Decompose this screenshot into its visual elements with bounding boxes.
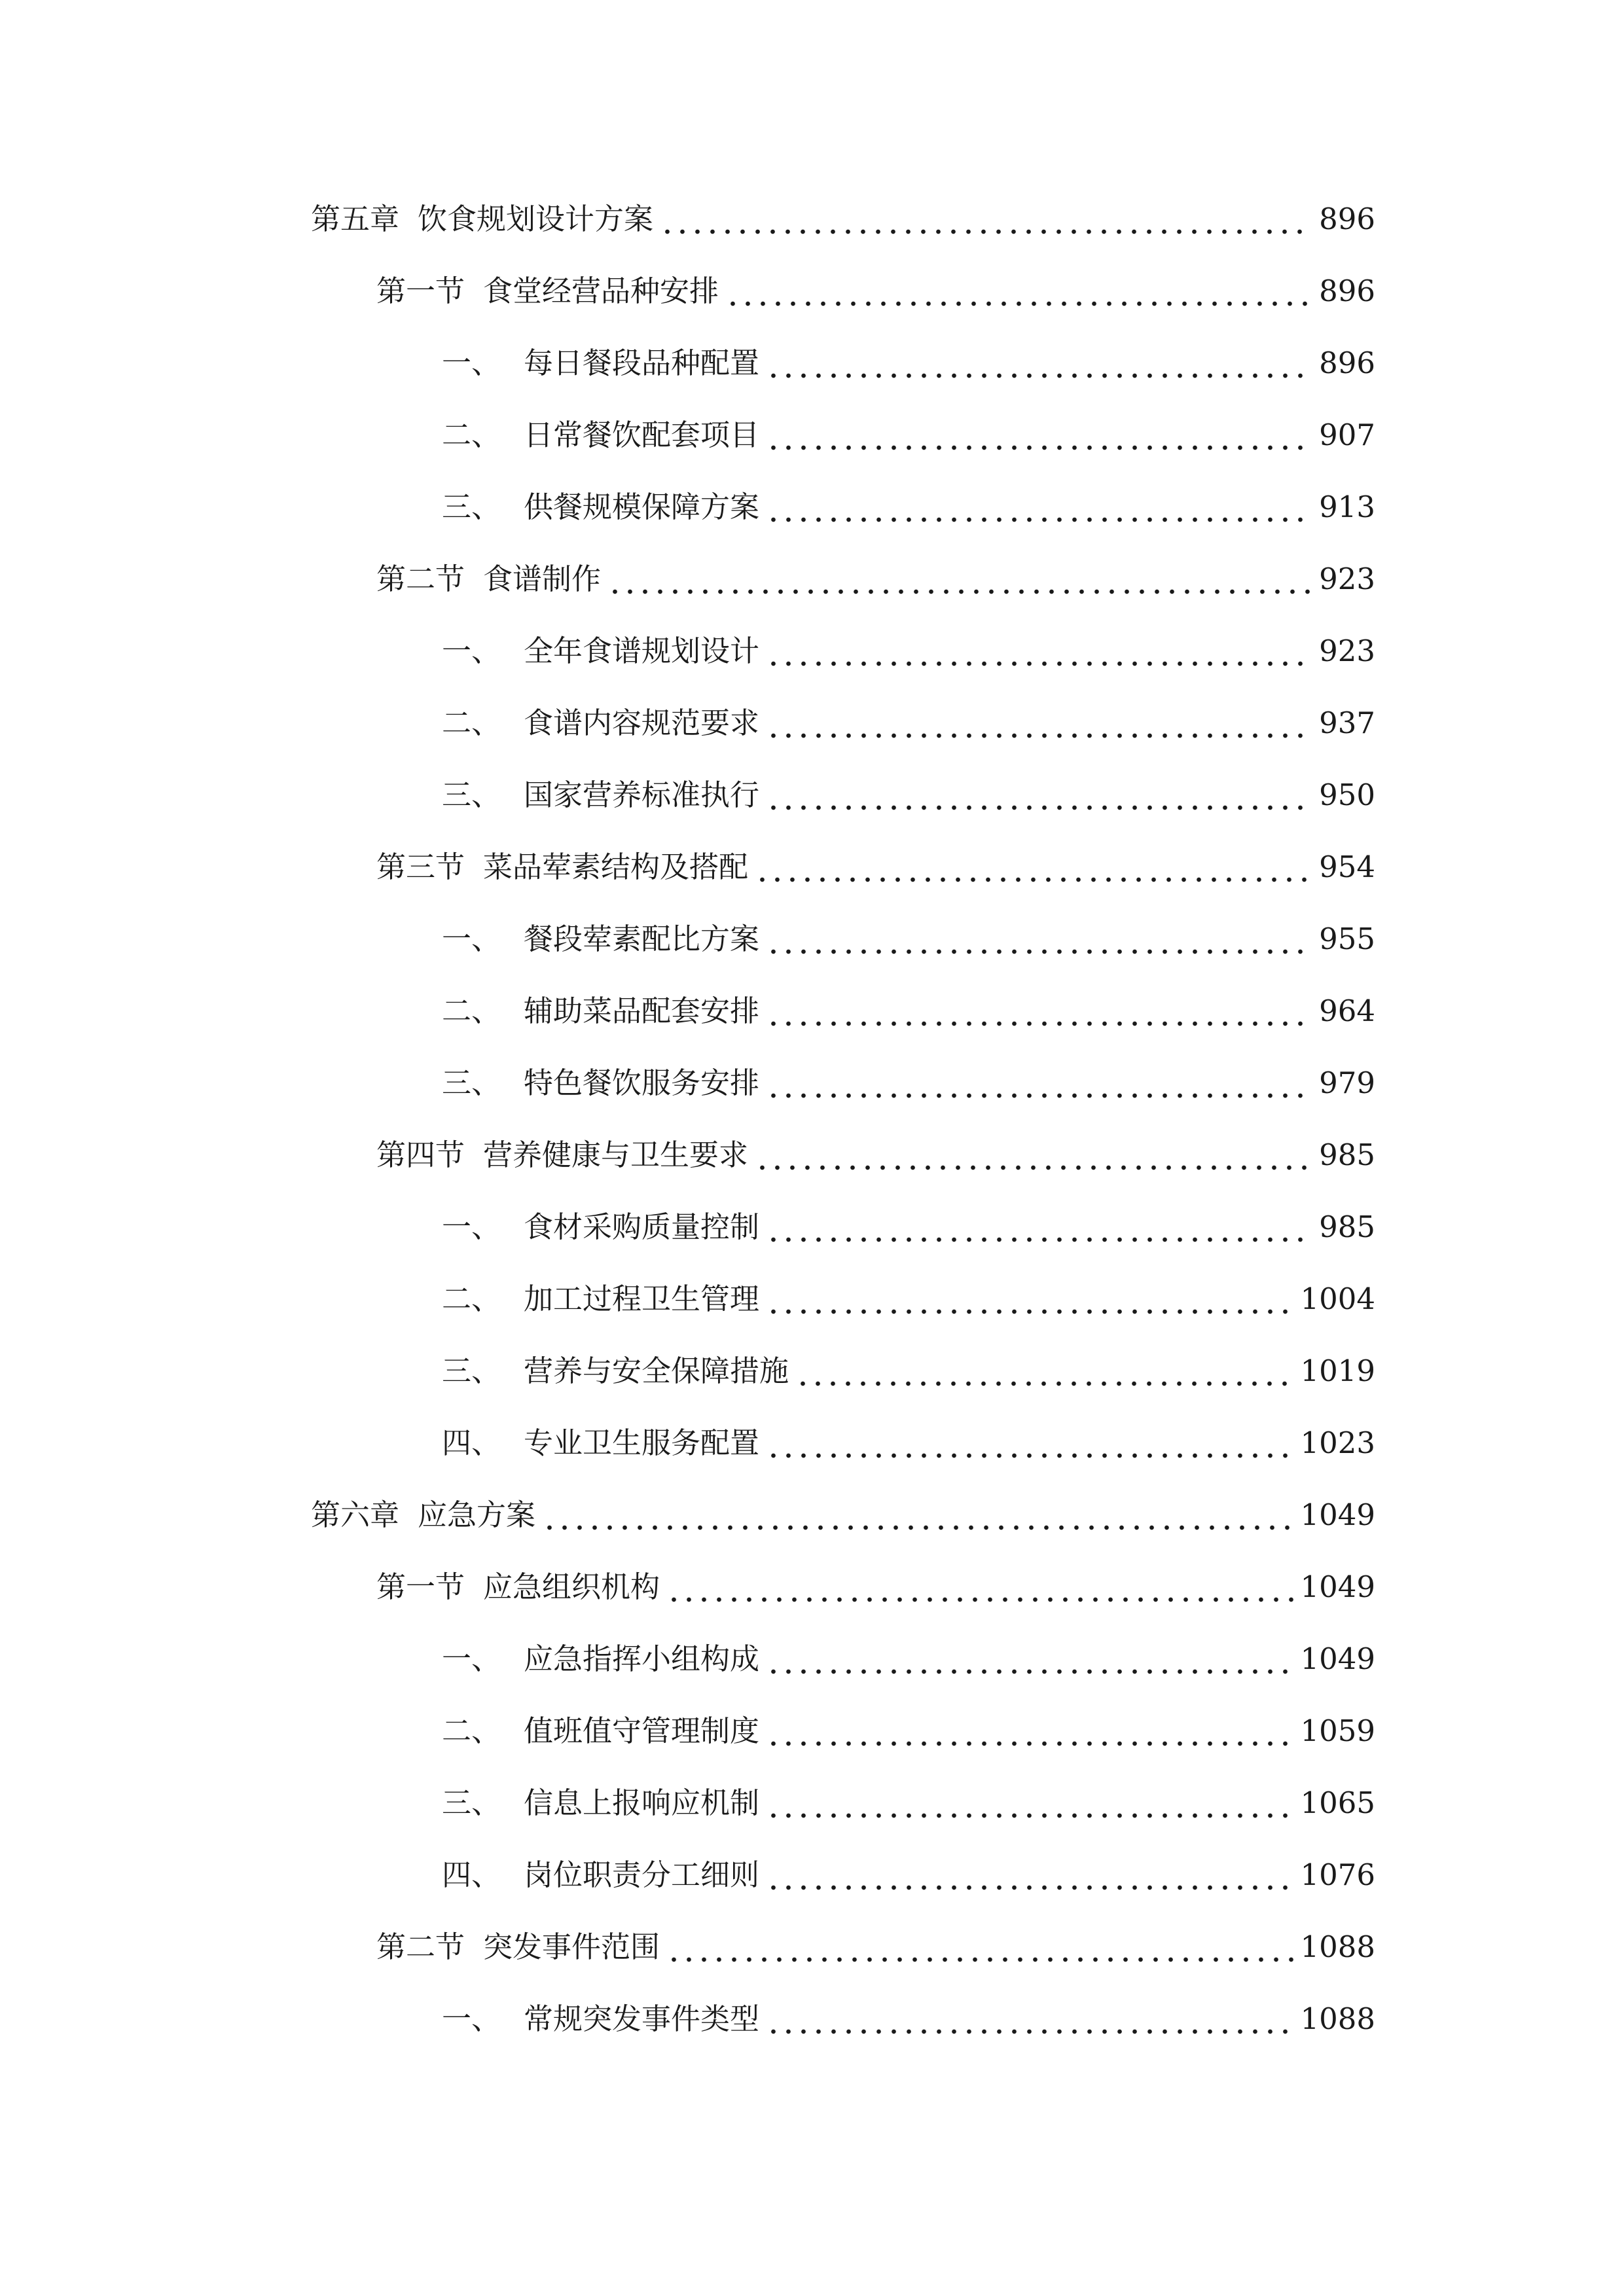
toc-title: 食材采购质量控制 [524,1210,760,1244]
toc-marker: 二、 [442,1282,501,1316]
dot-leader [766,1633,1293,1685]
toc-title: 信息上报响应机制 [524,1785,760,1820]
toc-title: 饮食规划设计方案 [418,202,654,236]
toc-page-number: 1065 [1300,1785,1375,1820]
toc-marker: 第二节 [376,1929,465,1964]
toc-page-number: 937 [1319,706,1375,740]
toc-entry-item[interactable] [442,697,1375,749]
toc-marker: 三、 [442,1066,501,1100]
dot-leader [607,553,1312,605]
toc-title: 日常餐饮配套项目 [524,418,760,452]
dot-leader [766,985,1312,1037]
toc-title: 国家营养标准执行 [524,778,760,812]
dot-leader [660,193,1312,245]
toc-entry-chapter[interactable] [311,193,1375,245]
toc-page-number: 979 [1319,1066,1375,1100]
toc-entry-item[interactable] [442,1345,1375,1397]
toc-marker: 三、 [442,1785,501,1820]
toc-page-number: 1049 [1300,1641,1375,1676]
toc-page-number: 1004 [1300,1282,1375,1316]
toc-title: 食谱内容规范要求 [524,706,760,740]
dot-leader [766,697,1312,749]
toc-page-number: 896 [1319,346,1375,380]
toc-title: 供餐规模保障方案 [524,490,760,524]
dot-leader [766,1201,1312,1253]
toc-title: 加工过程卫生管理 [524,1282,760,1316]
toc-page-number: 896 [1319,202,1375,236]
toc-marker: 第四节 [376,1138,465,1172]
toc-entry-section[interactable] [376,841,1375,893]
toc-entry-chapter[interactable] [311,1489,1375,1541]
toc-marker: 一、 [442,2001,501,2036]
dot-leader [542,1489,1293,1541]
toc-entry-item[interactable] [442,1633,1375,1685]
toc-entry-item[interactable] [442,1849,1375,1901]
toc-entry-item[interactable] [442,625,1375,677]
dot-leader [766,1057,1312,1109]
toc-entry-item[interactable] [442,769,1375,821]
toc-page-number: 913 [1319,490,1375,524]
dot-leader [666,1921,1293,1973]
toc-page-number: 954 [1319,850,1375,884]
toc-title: 营养与安全保障措施 [524,1354,789,1388]
toc-page-number: 1023 [1300,1426,1375,1460]
toc-page-number: 985 [1319,1138,1375,1172]
toc-marker: 二、 [442,1713,501,1748]
toc-title: 食堂经营品种安排 [483,274,719,308]
toc-entry-section[interactable] [376,265,1375,317]
toc-entry-item[interactable] [442,985,1375,1037]
toc-title: 辅助菜品配套安排 [524,994,760,1028]
toc-title: 应急指挥小组构成 [524,1641,760,1676]
toc-page-number: 985 [1319,1210,1375,1244]
toc-page-number: 1049 [1300,1498,1375,1532]
toc-entry-item[interactable] [442,1201,1375,1253]
toc-page-number: 923 [1319,634,1375,668]
toc-title: 全年食谱规划设计 [524,634,760,668]
dot-leader [766,913,1312,965]
toc-marker: 四、 [442,1857,501,1892]
toc-page-number: 1019 [1300,1354,1375,1388]
toc-marker: 二、 [442,418,501,452]
dot-leader [755,1129,1312,1181]
dot-leader [766,1993,1293,2045]
toc-marker: 第二节 [376,562,465,596]
toc-marker: 三、 [442,1354,501,1388]
dot-leader [725,265,1312,317]
toc-marker: 一、 [442,1641,501,1676]
toc-page-number: 1059 [1300,1713,1375,1748]
dot-leader [766,1273,1293,1325]
dot-leader [766,1777,1293,1829]
toc-marker: 二、 [442,994,501,1028]
dot-leader [666,1561,1293,1613]
toc-marker: 一、 [442,634,501,668]
toc-title: 突发事件范围 [483,1929,660,1964]
toc-entry-section[interactable] [376,1561,1375,1613]
toc-marker: 第三节 [376,850,465,884]
toc-page-number: 950 [1319,778,1375,812]
dot-leader [766,1417,1293,1469]
toc-entry-item[interactable] [442,1417,1375,1469]
toc-marker: 一、 [442,1210,501,1244]
toc-entry-item[interactable] [442,1705,1375,1757]
toc-title: 特色餐饮服务安排 [524,1066,760,1100]
dot-leader [766,1705,1293,1757]
toc-entry-item[interactable] [442,1777,1375,1829]
toc-entry-item[interactable] [442,913,1375,965]
toc-title: 营养健康与卫生要求 [483,1138,749,1172]
dot-leader [766,769,1312,821]
toc-entry-section[interactable] [376,1921,1375,1973]
toc-title: 餐段荤素配比方案 [524,922,760,956]
toc-title: 应急方案 [418,1498,536,1532]
toc-marker: 第六章 [311,1498,400,1532]
toc-entry-item[interactable] [442,1057,1375,1109]
toc-entry-item[interactable] [442,1993,1375,2045]
toc-page-number: 964 [1319,994,1375,1028]
toc-page-number: 1049 [1300,1570,1375,1604]
toc-page-number: 1088 [1300,1929,1375,1964]
toc-title: 专业卫生服务配置 [524,1426,760,1460]
toc-entry-item[interactable] [442,481,1375,533]
toc-entry-item[interactable] [442,337,1375,389]
toc-page-number: 955 [1319,922,1375,956]
toc-title: 菜品荤素结构及搭配 [483,850,749,884]
toc-marker: 第一节 [376,274,465,308]
toc-page-number: 1076 [1300,1857,1375,1892]
dot-leader [766,409,1312,461]
dot-leader [766,481,1312,533]
toc-marker: 第五章 [311,202,400,236]
toc-marker: 三、 [442,778,501,812]
toc-page-number: 1088 [1300,2001,1375,2036]
toc-page-number: 907 [1319,418,1375,452]
toc-title: 应急组织机构 [483,1570,660,1604]
dot-leader [766,1849,1293,1901]
toc-title: 岗位职责分工细则 [524,1857,760,1892]
toc-entry-item[interactable] [442,409,1375,461]
toc-marker: 第一节 [376,1570,465,1604]
toc-page-number: 923 [1319,562,1375,596]
toc-entry-section[interactable] [376,553,1375,605]
dot-leader [766,625,1312,677]
toc-title: 食谱制作 [483,562,602,596]
toc-entry-section[interactable] [376,1129,1375,1181]
toc-entry-item[interactable] [442,1273,1375,1325]
toc-marker: 三、 [442,490,501,524]
toc-marker: 二、 [442,706,501,740]
dot-leader [755,841,1312,893]
toc-title: 值班值守管理制度 [524,1713,760,1748]
toc-title: 常规突发事件类型 [524,2001,760,2036]
toc-marker: 四、 [442,1426,501,1460]
dot-leader [766,337,1312,389]
dot-leader [795,1345,1293,1397]
toc-page-number: 896 [1319,274,1375,308]
toc-title: 每日餐段品种配置 [524,346,760,380]
toc-marker: 一、 [442,346,501,380]
toc-marker: 一、 [442,922,501,956]
